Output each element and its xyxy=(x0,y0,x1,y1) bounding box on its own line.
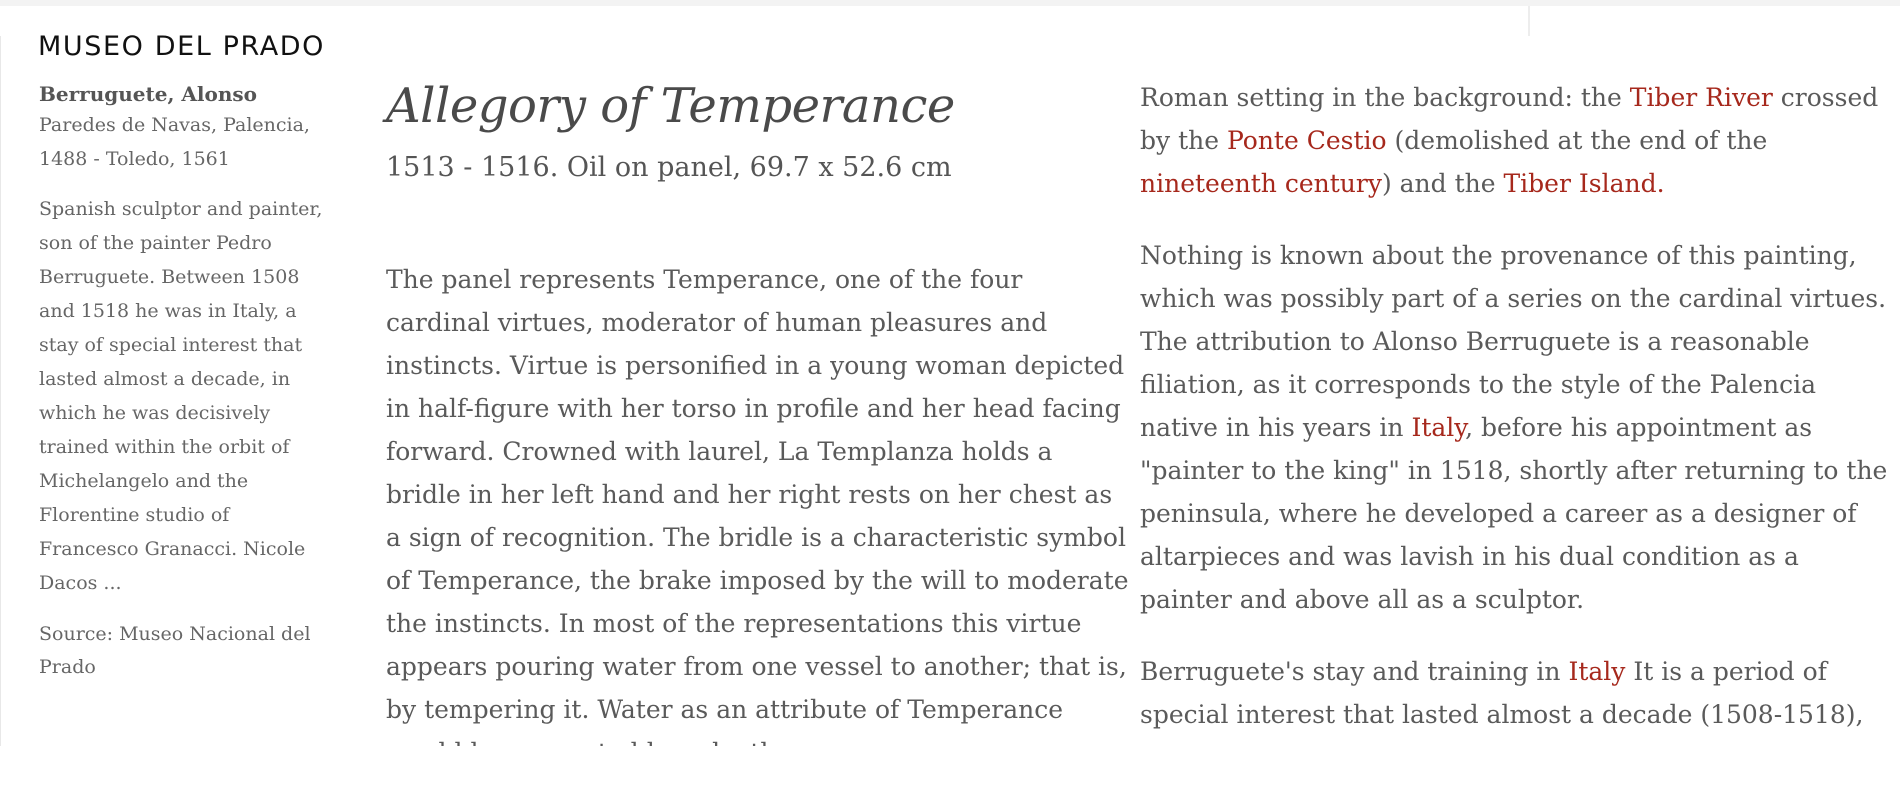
frame-left-edge xyxy=(0,36,1,746)
artist-sidebar xyxy=(39,80,329,684)
link-italy[interactable]: Italy xyxy=(1411,413,1466,442)
text-run: Roman setting in the background: the xyxy=(1140,83,1630,112)
artist-name[interactable]: Berruguete, Alonso xyxy=(39,82,257,106)
text-run: ) and the xyxy=(1381,169,1504,198)
description-paragraph xyxy=(1140,234,1892,621)
text-run: crossed by the xyxy=(1140,83,1879,155)
artist-bio: Spanish sculptor and painter, son of the painter Pedro Berruguete. Between 1508 and 1518 he was in Italy, a stay of special interest that lasted almost a decade, in which he was decisively trained within the orbit of Michelangelo and the Florentine studio of Francesco Granacci. Nicole Dacos ... xyxy=(39,198,323,594)
text-run: It is a period of special interest that lasted almost a decade (1508-1518), xyxy=(1140,657,1864,729)
text-run: Berruguete's stay and training in xyxy=(1140,657,1569,686)
link-italy[interactable]: Italy xyxy=(1568,657,1626,686)
artwork-details: 1513 - 1516. Oil on panel, 69.7 x 52.6 cm xyxy=(386,152,952,183)
link-tiber-river[interactable]: Tiber River xyxy=(1629,83,1773,112)
link-nineteenth-century[interactable]: nineteenth century xyxy=(1140,169,1382,198)
text-run: (demolished at the end of the xyxy=(1386,126,1768,155)
description-column-middle xyxy=(386,258,1131,774)
link-ponte-cestio[interactable]: Ponte Cestio xyxy=(1226,126,1387,155)
text-run: , before his appointment as "painter to the king" in 1518, shortly after returning to the peninsula, where he developed a career as a designer of altarpieces and was lavish in his dual condition as a painter and above all as a sculptor. xyxy=(1140,413,1888,614)
frame-right-panel xyxy=(1530,6,1900,36)
description-paragraph: The panel represents Temperance, one of the four cardinal virtues, moderator of human pleasures and instincts. Virtue is personified in a young woman depicted in half-figure with her torso in profile and her head facing forward. Crowned with laurel, La Templanza holds a bridle in her left hand and her right rests on her chest as a sign of recognition. The bridle is a characteristic symbol of Temperance, the brake imposed by the will to moderate the instincts. In most of the representations this virtue appears pouring water from one vessel to another; that is, by tempering it. Water as an attribute of Temperance xyxy=(386,265,1129,724)
artwork-title: Allegory of Temperance xyxy=(386,78,955,134)
artist-dates: Paredes de Navas, Palencia, 1488 - Toledo, 1561 xyxy=(39,114,310,170)
bottom-area xyxy=(0,746,1900,809)
description-paragraph xyxy=(1140,76,1892,205)
artist-source: Source: Museo Nacional del Prado xyxy=(39,623,311,678)
description-column-right xyxy=(1140,76,1892,809)
text-run: Nothing is known about the provenance of this painting, which was possibly part of a series on the cardinal virtues. The attribution to Alonso Berruguete is a reasonable filiation, as it corresponds to the style of the Palencia native in his years in xyxy=(1140,241,1887,442)
link-tiber-island[interactable]: Tiber Island. xyxy=(1503,169,1665,198)
museum-logo[interactable]: MUSEO DEL PRADO xyxy=(38,31,326,62)
